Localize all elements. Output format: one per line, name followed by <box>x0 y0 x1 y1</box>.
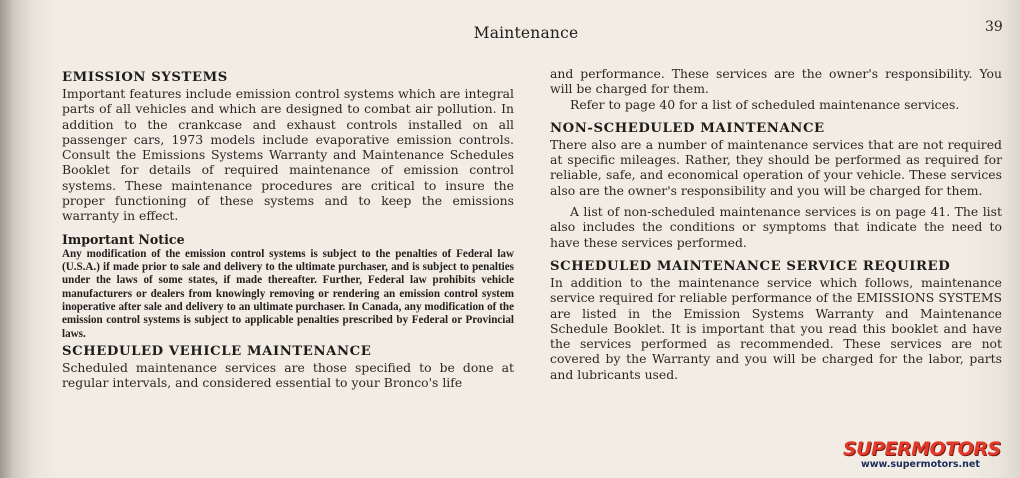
page-number: 39 <box>985 19 1003 35</box>
scheduled-maintenance-service-required-text: In addition to the maintenance service which follows, maintenance service required for reliable performance of the EMISSIONS SYSTEMS are listed in the Emission Systems Warranty and Maintenance Schedule Booklet. It is important that you read this booklet and have the services performed as recommended. These services are not covered by the Warranty and you will be charged for the labor, parts and lubricants used. <box>550 274 1002 382</box>
continued-text: and performance. These services are the owner's responsibility. You will be charged for them. <box>550 66 1002 97</box>
watermark-brand: SUPERMOTORS <box>843 438 1001 460</box>
important-notice-text: Any modification of the emission control systems is subject to the penalties of Federal law (U.S.A.) if made prior to sale and delivery to the ultimate purchaser, and is subject to penalties under the laws of some states, if made thereafter. Further, Federal law prohibits vehicle manufacturers or dealers from knowingly removing or rendering an emission control system inoperative after sale and delivery to an ultimate purchaser. In Canada, any modification of the emission control systems is subject to applicable penalties prescribed by Federal or Provincial laws. <box>62 247 514 340</box>
emission-systems-heading: EMISSION SYSTEMS <box>62 70 228 85</box>
non-scheduled-maintenance-heading: NON-SCHEDULED MAINTENANCE <box>550 120 825 136</box>
watermark-logo <box>843 438 1013 474</box>
page-title: Maintenance <box>473 24 579 42</box>
watermark-url: www.supermotors.net <box>861 459 980 470</box>
right-column <box>550 66 1002 382</box>
scheduled-vehicle-maintenance-heading: SCHEDULED VEHICLE MAINTENANCE <box>62 344 372 360</box>
important-notice-heading: Important Notice <box>62 231 185 247</box>
emission-systems-text: Important features include emission control systems which are integral parts of all vehicles and which are designed to combat air pollution. In addition to the crankcase and exhaust controls installed on all passenger cars, 1973 models include evaporative emission controls. Consult the Emissions Systems Warranty and Maintenance Schedules Booklet for details of required maintenance of emission control systems. These maintenance procedures are critical to insure the proper functioning of these systems and to keep the emissions warranty in effect. <box>62 86 514 224</box>
left-column <box>62 69 514 391</box>
scheduled-vehicle-maintenance-text: Scheduled maintenance services are those specified to be done at regular intervals, and considered essential to your Bronco's life <box>62 360 514 391</box>
non-scheduled-list-text: A list of non-scheduled maintenance services is on page 41. The list also includes the conditions or symptoms that indicate the need to have these services performed. <box>550 204 1002 250</box>
non-scheduled-maintenance-text: There also are a number of maintenance services that are not required at specific mileages. Rather, they should be performed as required for reliable, safe, and economical operation of your vehicle. These services also are the owner's responsibility and you will be charged for them. <box>550 136 1002 198</box>
refer-text: Refer to page 40 for a list of scheduled maintenance services. <box>570 96 960 112</box>
scheduled-maintenance-service-required-heading: SCHEDULED MAINTENANCE SERVICE REQUIRED <box>550 258 951 274</box>
